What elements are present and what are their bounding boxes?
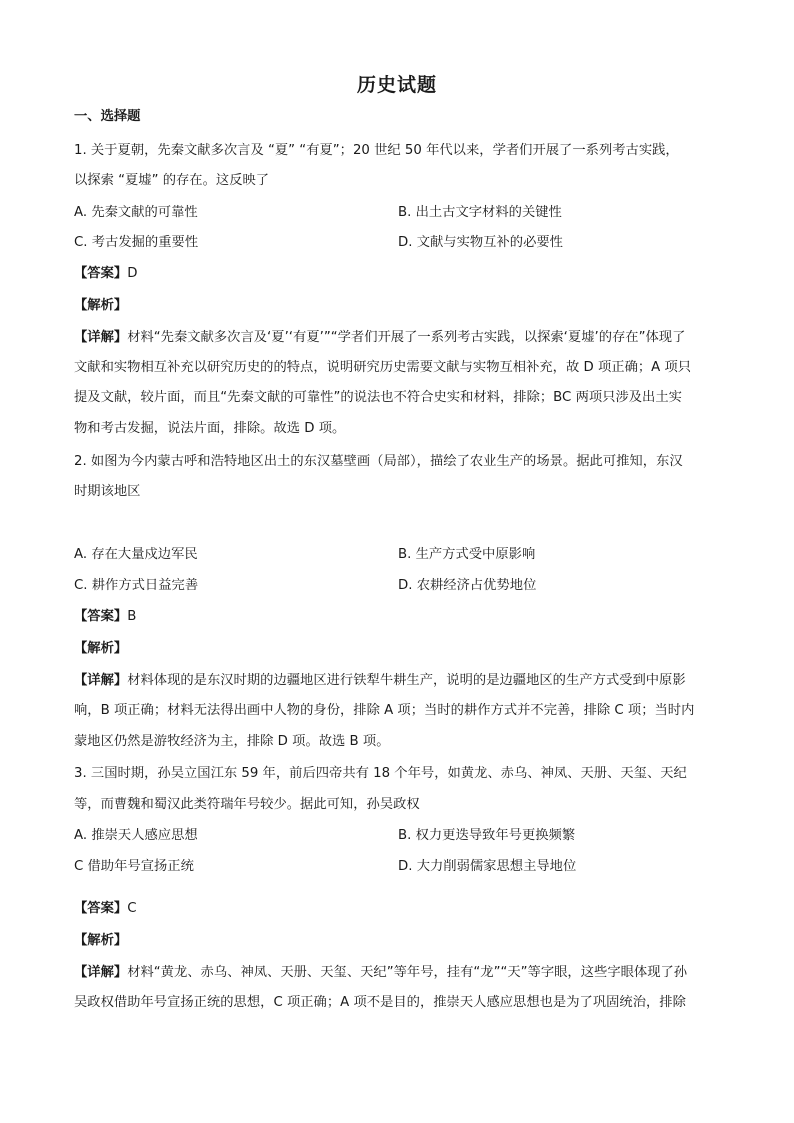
detail-text: 材料“先秦文献多次言及‘夏’‘有夏’”“学者们开展了一系列考古实践，以探索‘夏墟’的存在”体现了 bbox=[127, 330, 686, 345]
q1-detail-line-3: 提及文献，较片面，而且“先秦文献的可靠性”的说法也不符合史实和材料，排除；BC 两项只涉及出土实 bbox=[74, 390, 682, 405]
detail-text: 材料“黄龙、赤乌、神凤、天册、天玺、天纪”等年号，挂有“龙”“天”等字眼，这些字眼体现了孙 bbox=[127, 965, 688, 980]
q1-detail-line-2: 文献和实物相互补充以研究历史的的特点，说明研究历史需要文献与实物互相补充，故 D 项正确；A 项只 bbox=[74, 360, 692, 375]
answer-tag: 【答案】 bbox=[74, 609, 128, 624]
q2-detail-line-1 bbox=[74, 671, 686, 691]
q1-stem-line-2: 以探索 “夏墟” 的存在。这反映了 bbox=[74, 173, 270, 188]
detail-tag: 【详解】 bbox=[74, 330, 128, 345]
q1-option-c: C. 考古发掘的重要性 bbox=[74, 235, 199, 250]
q2-stem-line-1: 2. 如图为今内蒙古呼和浩特地区出土的东汉墓壁画（局部），描绘了农业生产的场景。据此可推知，东汉 bbox=[74, 454, 683, 469]
q3-detail-line-2: 吴政权借助年号宣扬正统的思想，C 项正确；A 项不是目的，推崇天人感应思想也是为了巩固统治，排除 bbox=[74, 995, 686, 1010]
q3-option-b: B. 权力更迭导致年号更换频繁 bbox=[398, 828, 576, 843]
q2-option-c: C. 耕作方式日益完善 bbox=[74, 578, 199, 593]
answer-tag: 【答案】 bbox=[74, 266, 128, 281]
detail-tag: 【详解】 bbox=[74, 965, 128, 980]
q1-option-b: B. 出土古文字材料的关键性 bbox=[398, 205, 562, 220]
q1-analysis-tag: 【解析】 bbox=[74, 298, 128, 313]
section-heading: 一、选择题 bbox=[74, 109, 141, 124]
q1-option-d: D. 文献与实物互补的必要性 bbox=[398, 235, 563, 250]
q2-option-d: D. 农耕经济占优势地位 bbox=[398, 578, 537, 593]
q3-answer bbox=[74, 899, 136, 919]
q2-analysis-tag: 【解析】 bbox=[74, 641, 128, 656]
detail-text: 材料体现的是东汉时期的边疆地区进行铁犁牛耕生产，说明的是边疆地区的生产方式受到中原影 bbox=[127, 673, 686, 688]
answer-value: D bbox=[127, 266, 138, 281]
q1-option-a: A. 先秦文献的可靠性 bbox=[74, 205, 198, 220]
q2-option-a: A. 存在大量戍边军民 bbox=[74, 547, 198, 562]
q3-option-d: D. 大力削弱儒家思想主导地位 bbox=[398, 859, 577, 874]
q2-answer bbox=[74, 607, 136, 627]
detail-tag: 【详解】 bbox=[74, 673, 128, 688]
q3-stem-line-2: 等，而曹魏和蜀汉此类符瑞年号较少。据此可知，孙吴政权 bbox=[74, 797, 420, 812]
q1-detail-line-4: 物和考古发掘，说法片面，排除。故选 D 项。 bbox=[74, 421, 346, 436]
q3-analysis-tag: 【解析】 bbox=[74, 933, 128, 948]
q2-stem-line-2: 时期该地区 bbox=[74, 484, 141, 499]
q2-option-b: B. 生产方式受中原影响 bbox=[398, 547, 536, 562]
q3-stem-line-1: 3. 三国时期，孙吴立国江东 59 年，前后四帝共有 18 个年号，如黄龙、赤乌、神凤、天册、天玺、天纪 bbox=[74, 766, 687, 781]
q1-detail-line-1 bbox=[74, 328, 685, 348]
q2-detail-line-3: 蒙地区仍然是游牧经济为主，排除 D 项。故选 B 项。 bbox=[74, 734, 390, 749]
q2-detail-line-2: 响，B 项正确；材料无法得出画中人物的身份，排除 A 项；当时的耕作方式并不完善，排除 C 项；当时内 bbox=[74, 703, 695, 718]
q3-option-a: A. 推崇天人感应思想 bbox=[74, 828, 198, 843]
answer-value: C bbox=[127, 901, 137, 916]
q1-stem-line-1: 1. 关于夏朝，先秦文献多次言及 “夏” “有夏”；20 世纪 50 年代以来，学者们开展了一系列考古实践， bbox=[74, 143, 679, 158]
answer-tag: 【答案】 bbox=[74, 901, 128, 916]
q3-option-c: C 借助年号宣扬正统 bbox=[74, 859, 194, 874]
q1-answer bbox=[74, 264, 137, 284]
answer-value: B bbox=[127, 609, 137, 624]
q3-detail-line-1 bbox=[74, 963, 687, 983]
page-title: 历史试题 bbox=[356, 74, 437, 96]
